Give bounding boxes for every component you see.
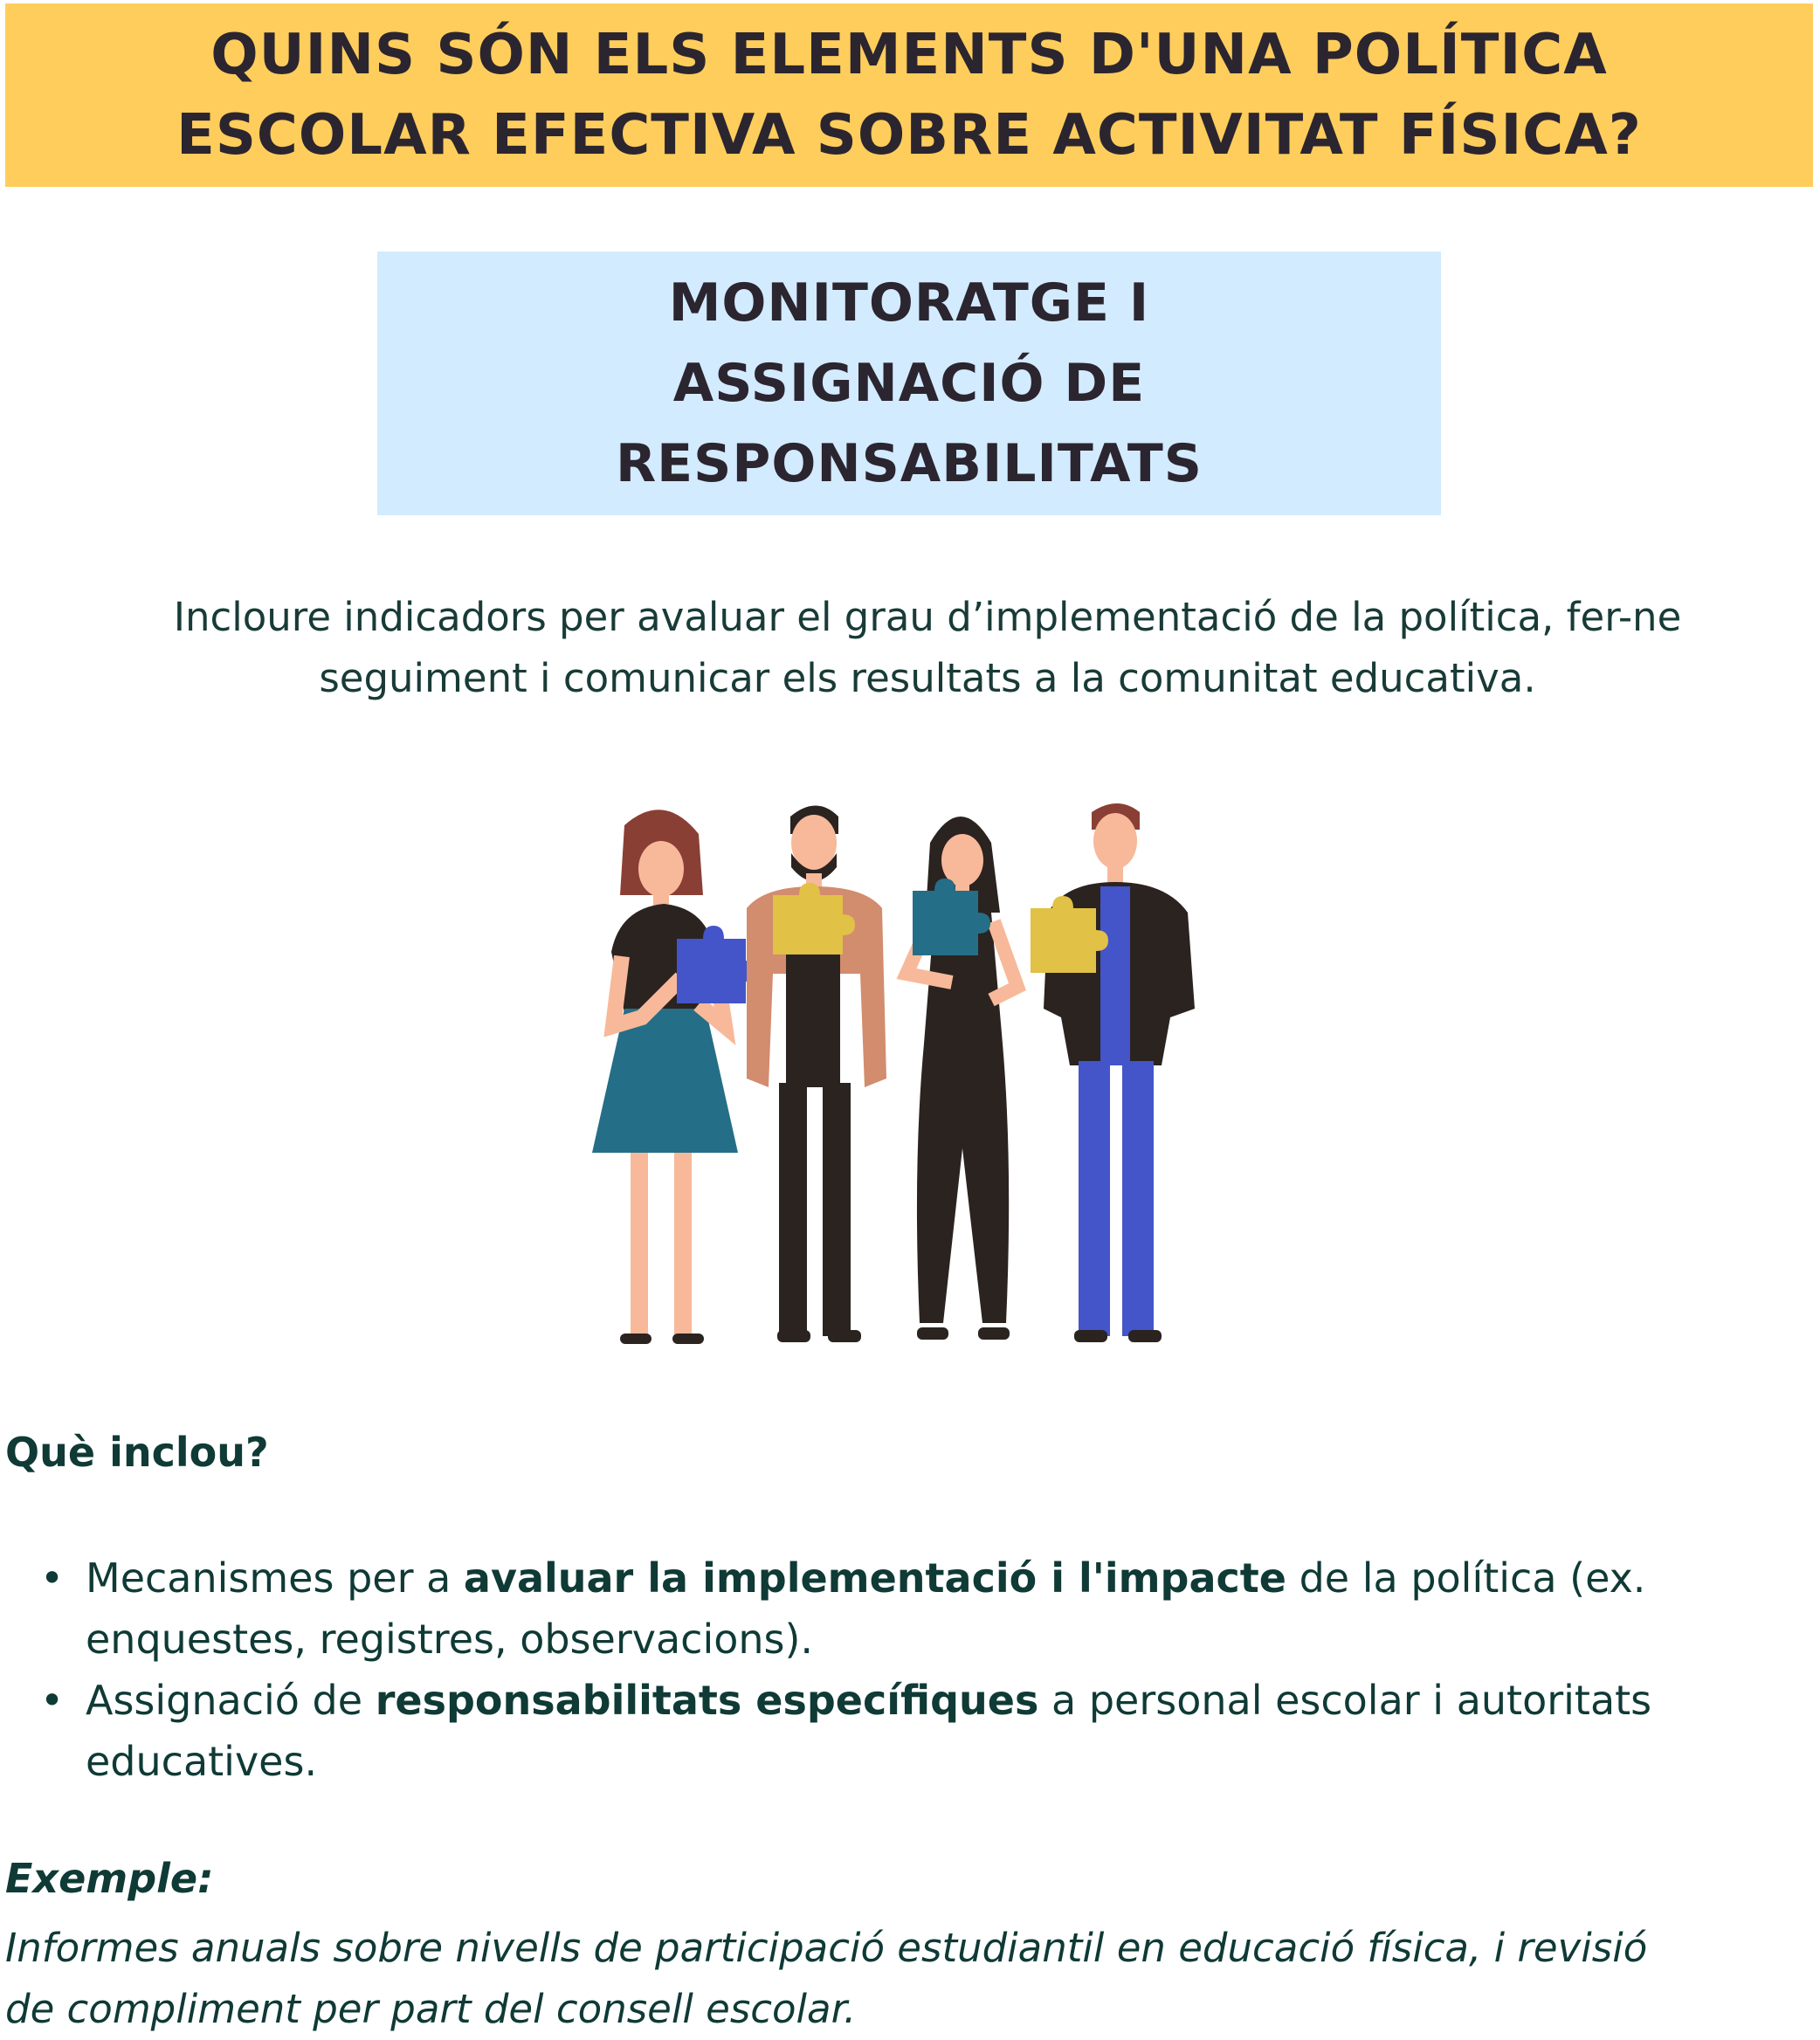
list-item [35, 1547, 1799, 1670]
example-label: Exemple: [5, 1855, 214, 1902]
bullet-2-line-2: educatives. [86, 1738, 318, 1785]
subtitle-line-3: RESPONSABILITATS [615, 433, 1203, 494]
person-1-figure [592, 810, 756, 1344]
bullet-list [35, 1547, 1799, 1792]
list-item [35, 1670, 1799, 1792]
subtitle-line-1: MONITORATGE I [668, 272, 1150, 334]
person-2-figure [747, 806, 886, 1343]
bullet-1-line-2: enquestes, registres, observacions). [86, 1616, 814, 1663]
person-3-figure [907, 817, 1017, 1340]
header-title-line-1: QUINS SÓN ELS ELEMENTS D'UNA POLÍTICA [210, 23, 1608, 87]
bullet-1-line-1: Mecanismes per a avaluar la implementació i l'impacte de la política (ex. [86, 1554, 1646, 1602]
example-line-2: de compliment per part del consell escolar. [5, 1986, 857, 2032]
bullet-dot-icon: • [40, 1677, 65, 1724]
intro-line-2: seguiment i comunicar els resultats a la comunitat educativa. [319, 655, 1536, 701]
intro-line-1: Incloure indicadors per avaluar el grau d’implementació de la política, fer-ne [173, 594, 1682, 640]
people-puzzle-illustration [576, 799, 1240, 1345]
example-text [5, 1918, 1813, 2040]
bullet-2-line-1: Assignació de responsabilitats específiques a personal escolar i autoritats [86, 1677, 1652, 1724]
section-heading: Què inclou? [5, 1429, 269, 1476]
header-banner [5, 3, 1813, 187]
header-title-line-2: ESCOLAR EFECTIVA SOBRE ACTIVITAT FÍSICA? [176, 103, 1642, 168]
bullet-dot-icon: • [40, 1554, 65, 1602]
intro-paragraph [70, 587, 1785, 709]
person-4-figure [1031, 803, 1195, 1342]
example-line-1: Informes anuals sobre nivells de participació estudiantil en educació física, i revisió [5, 1925, 1648, 1971]
subtitle-box [377, 252, 1441, 515]
subtitle-line-2: ASSIGNACIÓ DE [672, 353, 1146, 414]
people-puzzle-icon [576, 799, 1240, 1345]
